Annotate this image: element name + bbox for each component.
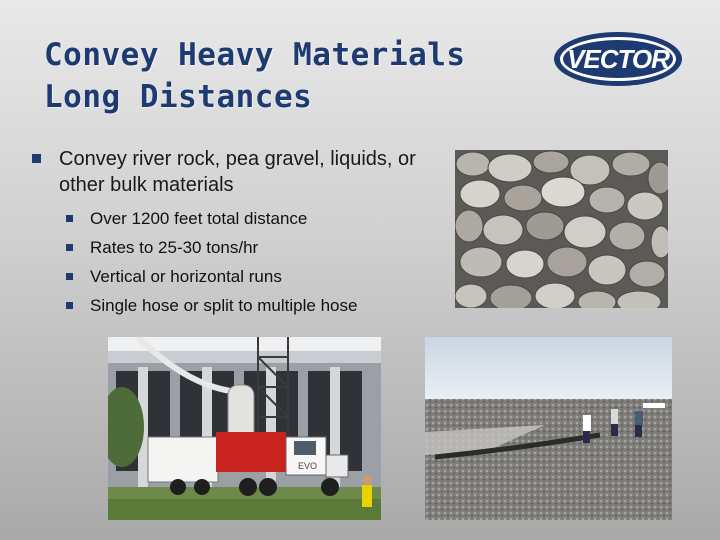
vector-logo	[552, 30, 684, 88]
sub-bullet	[64, 233, 424, 262]
river-rock-photo	[455, 150, 668, 308]
logo-text: VECTOR	[567, 44, 669, 74]
bullet-square-icon	[32, 154, 41, 163]
sub-bullet-text: Single hose or split to multiple hose	[90, 296, 358, 315]
title-line-1: Convey Heavy Materials	[44, 37, 466, 73]
main-bullet-text: Convey river rock, pea gravel, liquids, or other bulk materials	[59, 148, 416, 196]
sub-bullet-text: Rates to 25-30 tons/hr	[90, 238, 259, 257]
main-bullet	[32, 146, 432, 198]
vacuum-truck-photo	[108, 337, 381, 520]
truck-door-text: EVO	[298, 461, 318, 471]
sub-bullet-text: Vertical or horizontal runs	[90, 267, 282, 286]
slide-title	[44, 34, 534, 118]
bullet-square-icon	[66, 215, 73, 222]
sub-bullet-list	[64, 204, 424, 320]
sub-bullet-text: Over 1200 feet total distance	[90, 209, 308, 228]
bullet-square-icon	[66, 302, 73, 309]
title-line-2: Long Distances	[44, 79, 313, 115]
bullet-square-icon	[66, 273, 73, 280]
sub-bullet	[64, 204, 424, 233]
bullet-square-icon	[66, 244, 73, 251]
sub-bullet	[64, 291, 424, 320]
sub-bullet	[64, 262, 424, 291]
rooftop-gravel-photo	[425, 337, 672, 520]
